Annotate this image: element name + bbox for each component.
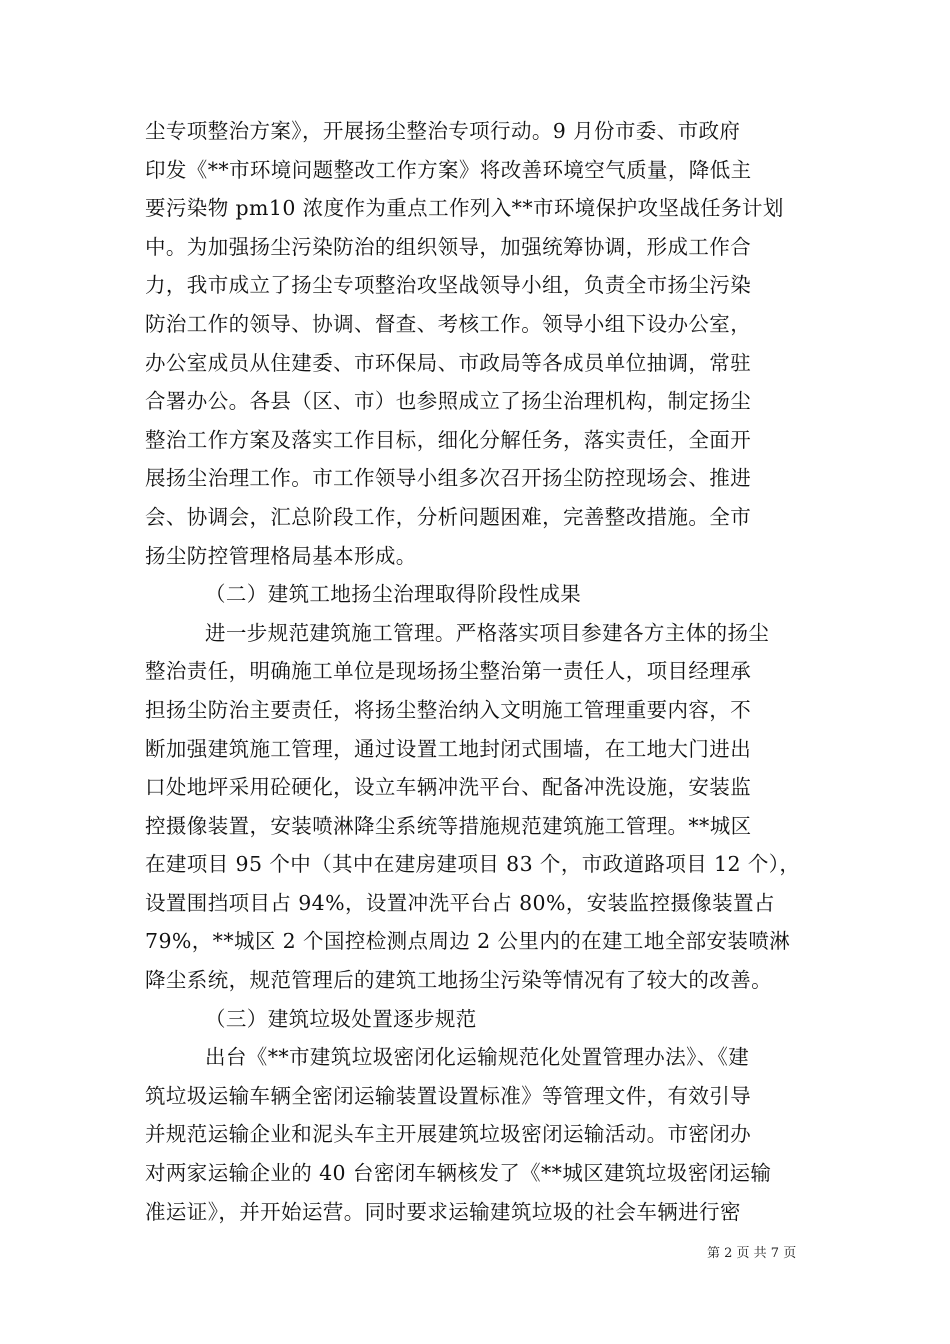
text-line: 79%，**城区 2 个国控检测点周边 2 公里内的在建工地全部安装喷淋	[145, 929, 791, 954]
text-line: 防治工作的领导、协调、督查、考核工作。领导小组下设办公室，	[145, 311, 752, 336]
text-line: 在建项目 95 个中（其中在建房建项目 83 个，市政道路项目 12 个），	[145, 852, 801, 877]
text-line: 中。为加强扬尘污染防治的组织领导，加强统筹协调，形成工作合	[145, 234, 752, 259]
text-line: 降尘系统，规范管理后的建筑工地扬尘污染等情况有了较大的改善。	[145, 968, 772, 993]
text-line: 尘专项整治方案》，开展扬尘整治专项行动。9 月份市委、市政府	[145, 119, 741, 143]
text-line: 并规范运输企业和泥头车主开展建筑垃圾密闭运输活动。市密闭办	[145, 1122, 752, 1147]
page-number-footer: 第 2 页 共 7 页	[707, 1246, 797, 1261]
text-line: 准运证》，并开始运营。同时要求运输建筑垃圾的社会车辆进行密	[145, 1199, 741, 1224]
document-body	[145, 112, 825, 1231]
text-line: 整治工作方案及落实工作目标，细化分解任务，落实责任，全面开	[145, 427, 752, 452]
text-line: 筑垃圾运输车辆全密闭运输装置设置标准》等管理文件，有效引导	[145, 1083, 752, 1108]
text-line: 对两家运输企业的 40 台密闭车辆核发了《**城区建筑垃圾密闭运输	[145, 1161, 772, 1186]
text-line: 口处地坪采用砼硬化，设立车辆冲洗平台、配备冲洗设施，安装监	[145, 775, 752, 800]
text-line: 印发《**市环境问题整改工作方案》将改善环境空气质量，降低主	[145, 157, 752, 182]
text-line: 控摄像装置，安装喷淋降尘系统等措施规范建筑施工管理。**城区	[145, 813, 752, 838]
text-line: 力，我市成立了扬尘专项整治攻坚战领导小组，负责全市扬尘污染	[145, 273, 752, 298]
paragraph-first-line: 进一步规范建筑施工管理。严格落实项目参建各方主体的扬尘	[205, 620, 770, 645]
text-line: 要污染物 pm10 浓度作为重点工作列入**市环境保护攻坚战任务计划	[145, 196, 784, 221]
text-line: 扬尘防控管理格局基本形成。	[145, 543, 417, 568]
text-line: 担扬尘防治主要责任，将扬尘整治纳入文明施工管理重要内容，不	[145, 697, 752, 722]
text-line: 合署办公。各县（区、市）也参照成立了扬尘治理机构，制定扬尘	[145, 389, 752, 414]
text-line: 办公室成员从住建委、市环保局、市政局等各成员单位抽调，常驻	[145, 350, 752, 375]
text-line: 断加强建筑施工管理，通过设置工地封闭式围墙，在工地大门进出	[145, 736, 752, 761]
text-line: 展扬尘治理工作。市工作领导小组多次召开扬尘防控现场会、推进	[145, 466, 752, 491]
section-heading-2: （二）建筑工地扬尘治理取得阶段性成果	[205, 582, 582, 607]
text-line: 会、协调会，汇总阶段工作，分析问题困难，完善整改措施。全市	[145, 504, 752, 529]
paragraph-first-line: 出台《**市建筑垃圾密闭化运输规范化处置管理办法》、《建	[205, 1045, 750, 1070]
section-heading-3: （三）建筑垃圾处置逐步规范	[205, 1006, 477, 1031]
text-line: 整治责任，明确施工单位是现场扬尘整治第一责任人，项目经理承	[145, 659, 752, 684]
text-line: 设置围挡项目占 94%，设置冲洗平台占 80%，安装监控摄像装置占	[145, 890, 775, 915]
